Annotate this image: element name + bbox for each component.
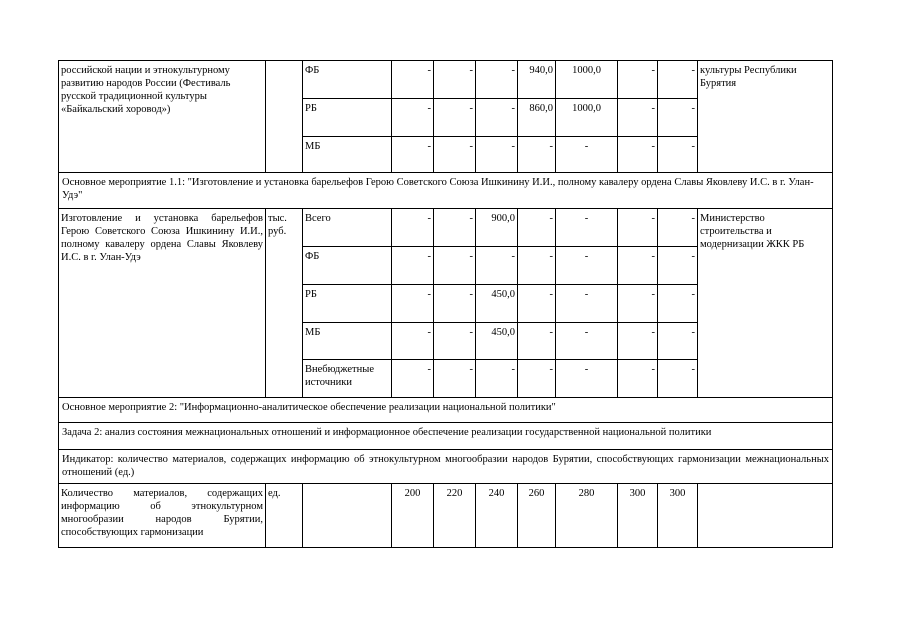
value-cell: 900,0 [476,209,518,247]
value-cell: - [618,61,658,99]
value-cell: - [392,247,434,285]
value-cell: - [476,61,518,99]
value-cell: - [392,323,434,360]
value-cell: 940,0 [518,61,556,99]
value-cell: - [658,247,698,285]
unit-cell [266,61,303,173]
heading-2: Основное мероприятие 2: "Информационно-аналитическое обеспечение реализации национальной политики" [59,398,833,423]
value-cell: 860,0 [518,99,556,137]
value-cell: - [618,99,658,137]
source-cell: РБ [303,99,392,137]
value-cell: - [392,209,434,247]
unit-cell: тыс. руб. [266,209,303,398]
value-cell: 450,0 [476,285,518,323]
unit-cell: ед. [266,484,303,548]
value-cell: - [518,137,556,173]
indicator-row [59,450,833,484]
value-cell: - [518,285,556,323]
value-cell: - [392,360,434,398]
executor-cell: культуры Республики Бурятия [698,61,833,173]
source-cell: МБ [303,137,392,173]
value-cell: - [434,285,476,323]
value-cell: - [658,99,698,137]
value-cell: - [476,247,518,285]
value-cell: 300 [618,484,658,548]
value-cell: - [658,285,698,323]
value-cell: - [392,285,434,323]
value-cell: - [392,61,434,99]
value-cell: - [434,137,476,173]
value-cell: - [658,137,698,173]
measure-name: российской нации и этнокультурному развитию народов России (Фестиваль русской традиционной культуры «Байкальский хоровод») [59,61,266,173]
source-cell: Всего [303,209,392,247]
value-cell: - [556,285,618,323]
program-table [58,60,833,548]
value-cell: - [556,247,618,285]
value-cell: - [658,61,698,99]
value-cell: 1000,0 [556,61,618,99]
table-row [59,61,833,99]
value-cell: - [618,323,658,360]
source-cell: РБ [303,285,392,323]
table-row [59,209,833,247]
value-cell: 280 [556,484,618,548]
task-row [59,423,833,450]
value-cell: 300 [658,484,698,548]
value-cell: - [618,247,658,285]
value-cell: 450,0 [476,323,518,360]
value-cell: - [434,209,476,247]
value-cell: - [618,209,658,247]
value-cell: - [618,360,658,398]
value-cell: 200 [392,484,434,548]
value-cell: - [556,209,618,247]
value-cell: 240 [476,484,518,548]
value-cell: - [518,323,556,360]
value-cell: 220 [434,484,476,548]
value-cell: - [518,360,556,398]
executor-cell: Министерство строительства и модернизации ЖКК РБ [698,209,833,398]
indicator: Индикатор: количество материалов, содержащих информацию об этнокультурном многообразии народов Бурятии, способствующих гармонизации межнациональных отношений (ед.) [59,450,833,484]
value-cell: - [618,137,658,173]
value-cell: - [434,99,476,137]
source-cell: Внебюджетные источники [303,360,392,398]
value-cell: - [658,360,698,398]
value-cell: - [518,247,556,285]
source-cell: МБ [303,323,392,360]
value-cell: 260 [518,484,556,548]
value-cell: - [476,137,518,173]
value-cell: - [556,323,618,360]
value-cell: - [658,209,698,247]
measure-name: Изготовление и установка барельефов Герою Советского Союза Ишкинину И.И., полному кавалеру ордена Славы Яковлеву И.С. в г. Улан-Удэ [59,209,266,398]
value-cell: - [392,137,434,173]
heading-row [59,398,833,423]
source-cell [303,484,392,548]
value-cell: - [434,360,476,398]
table-row [59,484,833,548]
value-cell: - [556,360,618,398]
value-cell: - [618,285,658,323]
value-cell: - [476,99,518,137]
value-cell: - [434,61,476,99]
value-cell: - [434,247,476,285]
value-cell: - [392,99,434,137]
value-cell: - [434,323,476,360]
value-cell: - [518,209,556,247]
heading-row [59,173,833,209]
executor-cell [698,484,833,548]
value-cell: 1000,0 [556,99,618,137]
value-cell: - [476,360,518,398]
value-cell: - [556,137,618,173]
measure-name: Количество материалов, содержащих информацию об этнокультурном многообразии народов Бурятии, способствующих гармонизации [59,484,266,548]
task-2: Задача 2: анализ состояния межнациональных отношений и информационное обеспечение реализации государственной национальной политики [59,423,833,450]
value-cell: - [658,323,698,360]
heading-1-1: Основное мероприятие 1.1: "Изготовление и установка барельефов Герою Советского Союза Ишкинину И.И., полному кавалеру ордена Славы Яковлеву И.С. в г. Улан-Удэ" [59,173,833,209]
source-cell: ФБ [303,61,392,99]
source-cell: ФБ [303,247,392,285]
